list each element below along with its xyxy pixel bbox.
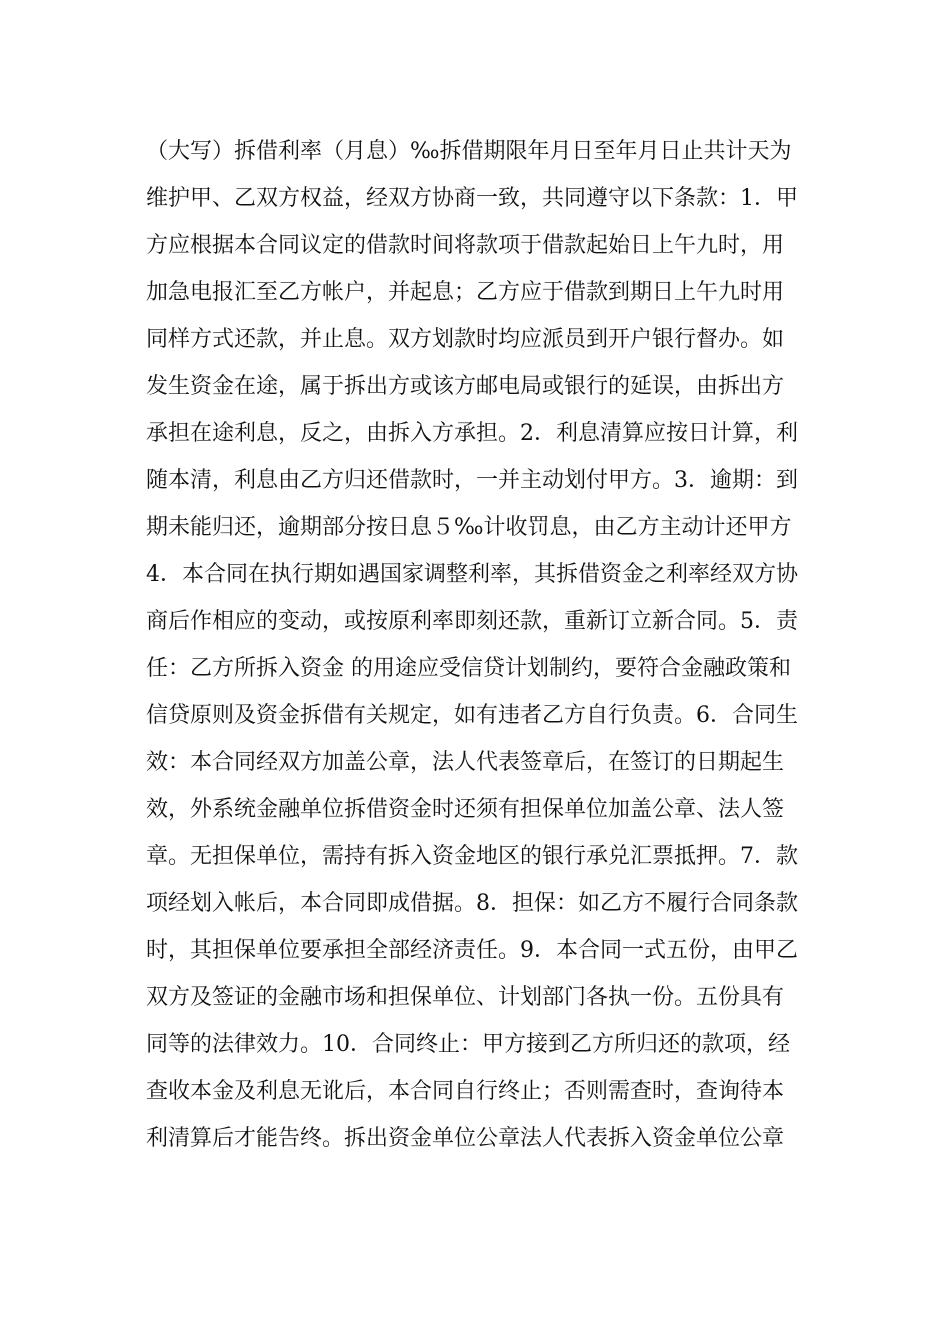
text-line: 效：本合同经双方加盖公章，法人代表签章后，在签订的日期起生	[146, 750, 785, 775]
text-line: 同样方式还款，并止息。双方划款时均应派员到开户银行督办。如	[146, 327, 785, 352]
text-line: 方应根据本合同议定的借款时间将款项于借款起始日上午九时，用	[146, 233, 785, 258]
text-line: 查收本金及利息无讹后，本合同自行终止；否则需查时，查询待本	[146, 1079, 785, 1104]
text-line: 发生资金在途，属于拆出方或该方邮电局或银行的延误，由拆出方	[146, 374, 785, 399]
text-line: 章。无担保单位，需持有拆入资金地区的银行承兑汇票抵押。7．款	[146, 844, 798, 869]
text-line: （大写）拆借利率（月息）‰拆借期限年月日至年月日止共计天为	[146, 139, 792, 164]
text-line: 项经划入帐后，本合同即成借据。8．担保：如乙方不履行合同条款	[146, 891, 798, 916]
text-line: 随本清，利息由乙方归还借款时，一并主动划付甲方。3．逾期：到	[146, 468, 798, 493]
contract-body-text	[146, 128, 816, 1162]
text-line: 信贷原则及资金拆借有关规定，如有违者乙方自行负责。6．合同生	[146, 703, 798, 728]
text-line: 双方及签证的金融市场和担保单位、计划部门各执一份。五份具有	[146, 985, 785, 1010]
text-line: 期未能归还，逾期部分按日息５‰计收罚息，由乙方主动计还甲方	[146, 515, 792, 540]
text-line: 同等的法律效力。10．合同终止：甲方接到乙方所归还的款项，经	[146, 1032, 790, 1057]
text-line: 加急电报汇至乙方帐户，并起息；乙方应于借款到期日上午九时用	[146, 280, 785, 305]
text-line: 任：乙方所拆入资金 的用途应受信贷计划制约，要符合金融政策和	[146, 656, 791, 681]
text-line: 效，外系统金融单位拆借资金时还须有担保单位加盖公章、法人签	[146, 797, 785, 822]
text-line: 利清算后才能告终。拆出资金单位公章法人代表拆入资金单位公章	[146, 1126, 785, 1151]
text-line: 维护甲、乙双方权益，经双方协商一致，共同遵守以下条款：1．甲	[146, 186, 798, 211]
text-line: 承担在途利息，反之，由拆入方承担。2．利息清算应按日计算，利	[146, 421, 798, 446]
text-line: 4．本合同在执行期如遇国家调整利率，其拆借资金之利率经双方协	[146, 562, 798, 587]
text-line: 商后作相应的变动，或按原利率即刻还款，重新订立新合同。5．责	[146, 609, 798, 634]
text-line: 时，其担保单位要承担全部经济责任。9．本合同一式五份，由甲乙	[146, 938, 798, 963]
